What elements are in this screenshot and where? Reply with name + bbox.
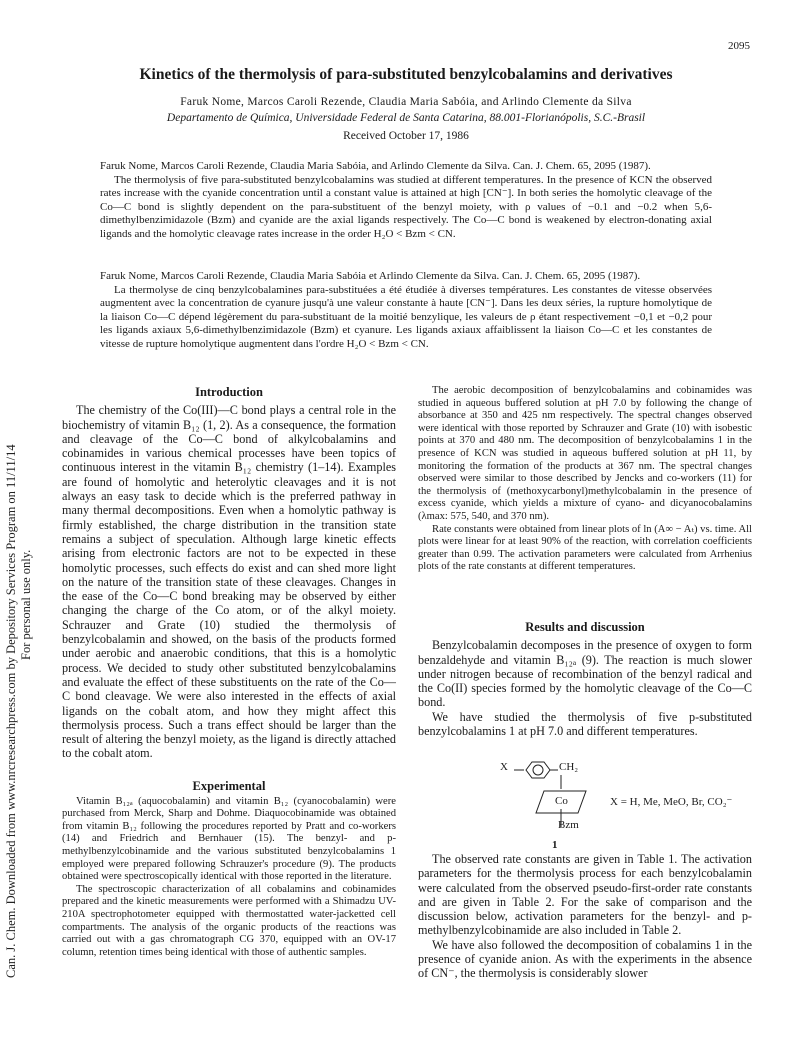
abstract-body: The thermolysis of five para-substituted benzylcobalamins was studied at different temperatures. In the presence of KCN the observed rates increase with the cyanide concentration until a constant value is attained at high [CN⁻]. In both series the homolytic cleavage of the Co—C bond is slightly dependent on the para-substituent of the benzyl moiety, with ρ values of −0.1 and −0.2 when 5,6-dimethylbenzimidazole (Bzm) and cyanide are the axial ligands respectively. The Co—C bond is weakened by electron-donating axial ligands and the homolytic cleavage rates increase in the order H₂O < Bzm < CN. xyxy=(100,173,712,240)
results-paragraph-1: Benzylcobalamin decomposes in the presence of oxygen to form benzaldehyde and vitamin B₁₂ₐ (9). The reaction is much slower under nitrogen because of recombination of the benzyl radical and the Co(II) species formed by the homolytic cleavage of the Co—C bond. xyxy=(418,638,752,710)
abstract-body-fr: La thermolyse de cinq benzylcobalamines para-substituées a été étudiée à diverses températures. Les constantes de vitesse observées augmentent avec la concentration de cyanure jusqu'à une valeur constante à haute [CN⁻]. Dans les deux séries, la rupture homolytique de la liaison Co—C dépend légèrement du para-substituant de la moitié benzylique, les valeurs de ρ étant respectivement −0,1 et −0,2 pour les ligands axiaux 5,6-dimethylbenzimidazole (Bzm) et cyanure. Les ligands axiaux affaiblissent la liaison Co—C et les constantes de vitesse de rupture homolytique augmentent dans l'ordre H₂O < Bzm < CN. xyxy=(100,283,712,350)
substituent-x: X xyxy=(500,761,508,773)
methods-paragraph-1: The aerobic decomposition of benzylcobalamins and cobinamides was studied in aqueous buffered solution at pH 7.0 by following the change of absorbance at 350 and 425 nm respectively. The spectral changes observed were identical with those reported by Schrauzer and Grate (10) with isobestic points at 370 and 480 nm. The decomposition of benzylcobalamins 1 in the presence of KCN was studied in aqueous buffered solution at pH 11, by monitoring the formation of the products at 367 nm. The spectral changes observed were similar to those described by Jencks and co-workers (11) for the thermolysis of (methoxycarbonyl)methylcobalamin in the presence of excess cyanide, which yields a mixture of cyano- and dicyanocobalamins (λmax: 575, 540, and 370 nm). xyxy=(418,385,752,522)
abstract-citation-fr: Faruk Nome, Marcos Caroli Rezende, Claudia Maria Sabóia et Arlindo Clemente da Silva. Can. J. Chem. 65, 2095 (1987). xyxy=(100,270,641,282)
received-date: Received October 17, 1986 xyxy=(343,130,469,142)
left-column xyxy=(62,385,396,761)
article-title: Kinetics of the thermolysis of para-substituted benzylcobalamins and derivatives xyxy=(139,66,673,83)
introduction-heading: Introduction xyxy=(195,385,263,399)
bzm-label: Bzm xyxy=(558,819,579,831)
introduction-paragraph: The chemistry of the Co(III)—C bond plays a central role in the biochemistry of vitamin B₁₂ (1, 2). As a consequence, the formation and cleavage of the Co—C bond of alkylcobalamins and cobinamides in various chemical processes have been topics of continuous interest in the vitamin B₁₂ chemistry (1–14). Examples are found of homolytic and heterolytic cleavages and it is not always an easy task to decide which is the preferred pathway in many thermal decompositions. Even when a homolytic pathway is firmly established, the charge distribution in the transition state remains a subject of speculation. Although large kinetic effects arising from electronic factors are not to be expected in these homolytic processes, such effects do exist and can shed more light on the nature of the transition state of these cleavages. Changes in the ease of the Co—C bond breaking may be observed by either changing the charge of the Co atom, or of the alkyl moiety. Schrauzer and Grate (10) studied the thermolysis of benzylcobalamin and showed, on the basis of the products formed under aerobic and anaerobic conditions, that this is a homolytic process. We decided to study other substituted benzylcobalamins and evaluate the effect of these substituents on the rate of the Co—C bond cleavage. We were also interested in the effects of axial ligands on the cobalt atom, and how they might affect this thermolysis process. Such a trans effect should be larger than the result of altering the benzyl moiety, as the ligand is directly attached to the cobalt atom. xyxy=(62,403,396,761)
results-paragraph-3: The observed rate constants are given in Table 1. The activation parameters for the thermolysis process for each benzylcobalamin were calculated from the observed pseudo-first-order rate constants and are given in Table 2. For the sake of comparison and the discussion below, activation parameters for the benzyl- and p-methylbenzylcobinamide are also included in Table 2. xyxy=(418,852,752,938)
results-continued xyxy=(418,852,752,981)
ch2-label: CH₂ xyxy=(559,761,579,773)
cobalt-label: Co xyxy=(555,795,568,807)
substituent-list: X = H, Me, MeO, Br, CO₂⁻ xyxy=(610,796,733,808)
results-section xyxy=(418,620,752,738)
watermark-line-2: For personal use only. xyxy=(19,549,33,660)
results-paragraph-4: We have also followed the decomposition of cobalamins 1 in the presence of cyanide anion. As with the experiments in the absence of CN⁻, the thermolysis is considerably slower xyxy=(418,937,752,981)
results-paragraph-2: We have studied the thermolysis of five p-substituted benzylcobalamins 1 at pH 7.0 and different temperatures. xyxy=(418,709,752,739)
methods-paragraph-2: Rate constants were obtained from linear plots of ln (A∞ − Aₜ) vs. time. All plots were linear for at least 90% of the reaction, with correlation coefficients greater than 0.99. The activation parameters were calculated from Arrhenius plots of the rate constants at different temperatures. xyxy=(418,523,752,573)
experimental-heading: Experimental xyxy=(192,779,266,793)
abstract-english xyxy=(100,160,712,242)
page-number: 2095 xyxy=(728,40,750,52)
abstract-citation: Faruk Nome, Marcos Caroli Rezende, Claudia Maria Sabóia, and Arlindo Clemente da Silva. Can. J. Chem. 65, 2095 (1987). xyxy=(100,160,651,172)
experimental-section xyxy=(62,780,396,959)
watermark-line-1: Can. J. Chem. Downloaded from www.nrcresearchpress.com by Depository Services Program on 11/11/14 xyxy=(4,444,18,978)
download-watermark xyxy=(2,260,38,980)
affiliation: Departamento de Química, Universidade Federal de Santa Catarina, 88.001-Florianópolis, S.C.-Brasil xyxy=(166,112,646,124)
experimental-paragraph-1: Vitamin B₁₂ₐ (aquocobalamin) and vitamin B₁₂ (cyanocobalamin) were purchased from Merck, Sharp and Dohme. Diaquocobinamide was obtained from vitamin B₁₂ following the procedures reported by Pratt and co-workers (14) and Friedrich and Bernhauer (15). The benzyl- and p-methylbenzylcobinamide and the various substituted benzylcobalamins 1 employed were prepared following Schrauzer's procedure (9). The products obtained were spectroscopically identical with those reported in the literature. xyxy=(62,795,396,883)
experimental-paragraph-2: The spectroscopic characterization of all cobalamins and cobinamides prepared and the kinetic measurements were performed with a Shimadzu UV-210A spectrophotometer equipped with thermostatted water-jacketted cell compartments. The analysis of the organic products of the reactions was carried out with a gas chromatograph CG 370, equipped with an OV-17 column, retention times being identical with those of authentic samples. xyxy=(62,883,396,958)
authors: Faruk Nome, Marcos Caroli Rezende, Claudia Maria Sabóia, and Arlindo Clemente da Silva xyxy=(180,96,632,108)
results-heading: Results and discussion xyxy=(525,620,645,634)
structure-1 xyxy=(500,757,740,851)
abstract-french xyxy=(100,270,712,352)
right-column-methods xyxy=(418,385,752,574)
compound-number: 1 xyxy=(552,839,558,851)
